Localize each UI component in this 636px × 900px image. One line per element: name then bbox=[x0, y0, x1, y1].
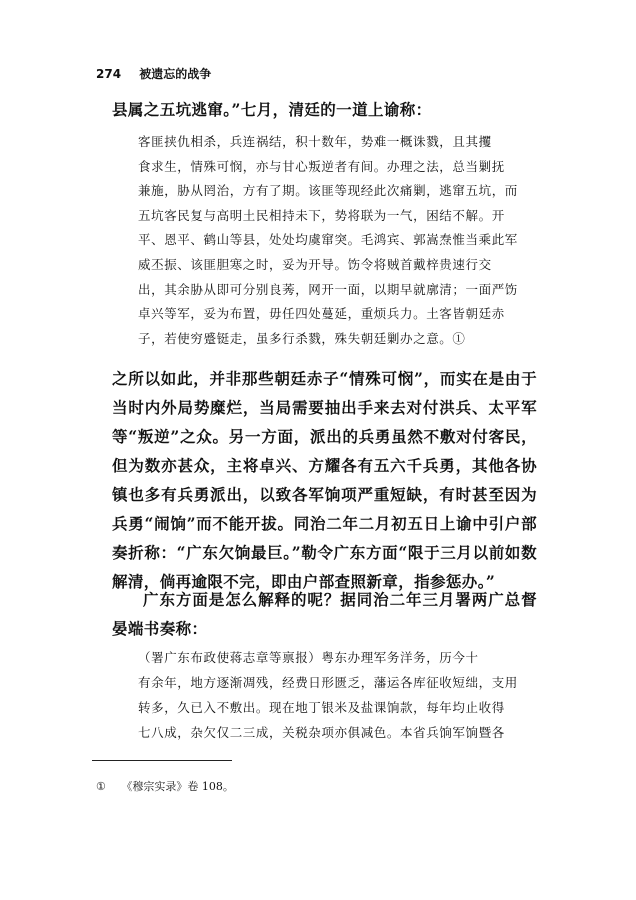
quote-line: 食求生，情殊可悯，亦与甘心叛逆者有间。办理之法，总当剿抚 bbox=[138, 158, 505, 174]
quote-line: 出，其余胁从即可分别良莠，网开一面，以期早就廓清；一面严饬 bbox=[138, 281, 518, 297]
quote-line: 卓兴等军，妥为布置，毋任四处蔓延，重烦兵力。土客皆朝廷赤 bbox=[138, 306, 505, 322]
paragraph-1: 县属之五坑逃窜。”七月，清廷的一道上谕称： bbox=[112, 100, 432, 119]
quote-line: 子，若使穷蹙铤走，虽多行杀戮，殊失朝廷剿办之意。① bbox=[138, 330, 466, 346]
quote-line: 转多，久已入不敷出。现在地丁银米及盐课饷款，每年均止收得 bbox=[138, 700, 505, 715]
book-title: 被遗忘的战争 bbox=[139, 67, 212, 81]
footnote-text: 《穆宗实录》卷 108。 bbox=[121, 780, 234, 793]
footnote-mark: ① bbox=[96, 780, 106, 793]
quote-line: （署广东布政使蒋志章等禀报）粤东办理军务洋务，历今十 bbox=[138, 650, 479, 665]
quote-line: 客匪挟仇相杀，兵连祸结，积十数年，势难一概诛戮，且其攫 bbox=[138, 134, 492, 149]
quote-line: 有余年，地方逐渐凋残，经费日形匮乏，藩运各库征收短绌，支用 bbox=[138, 675, 518, 690]
footnote bbox=[96, 778, 234, 794]
running-head bbox=[96, 65, 211, 82]
quote-line: 七八成，杂欠仅二三成，关税杂项亦俱减色。本省兵饷军饷暨各 bbox=[138, 725, 505, 740]
quote-line: 威丕振、该匪胆寒之时，妥为开导。饬令将贼首戴梓贵速行交 bbox=[138, 256, 492, 272]
block-quote-edict bbox=[138, 130, 536, 351]
footnote-divider bbox=[92, 760, 232, 761]
paragraph-2: 之所以如此，并非那些朝廷赤子“情殊可悯”，而实在是由于当时内外局势糜烂，当局需要抽出手来去对付洪兵、太平军等“叛逆”之众。另一方面，派出的兵勇虽然不敷对付客民，但为数亦甚众，主将卓兴、方耀各有五六千兵勇，其他各协镇也多有兵勇派出，以致各军饷项严重短缺，有时甚至因为兵勇“闹饷”而不能开拔。同治二年二月初五日上谕中引户部奏折称：“广东欠饷最巨。”勒令广东方面“限于三月以前如数解清，倘再逾限不完，即由户部查照新章，指参惩办。” bbox=[112, 369, 537, 591]
quote-line: 五坑客民复与高明土民相持未下，势将联为一气，困结不解。开 bbox=[138, 207, 505, 223]
paragraph-3: 广东方面是怎么解释的呢？据同治二年三月署两广总督晏端书奏称： bbox=[112, 590, 537, 638]
quote-line: 平、恩平、鹤山等县，处处均虞窜突。毛鸿宾、郭嵩焘惟当乘此军 bbox=[138, 232, 518, 248]
quote-line: 兼施，胁从罔治，方有了期。该匪等现经此次痛剿，逃窜五坑，而 bbox=[138, 183, 518, 199]
block-quote-memorial bbox=[138, 645, 536, 745]
page-number: 274 bbox=[96, 67, 122, 81]
